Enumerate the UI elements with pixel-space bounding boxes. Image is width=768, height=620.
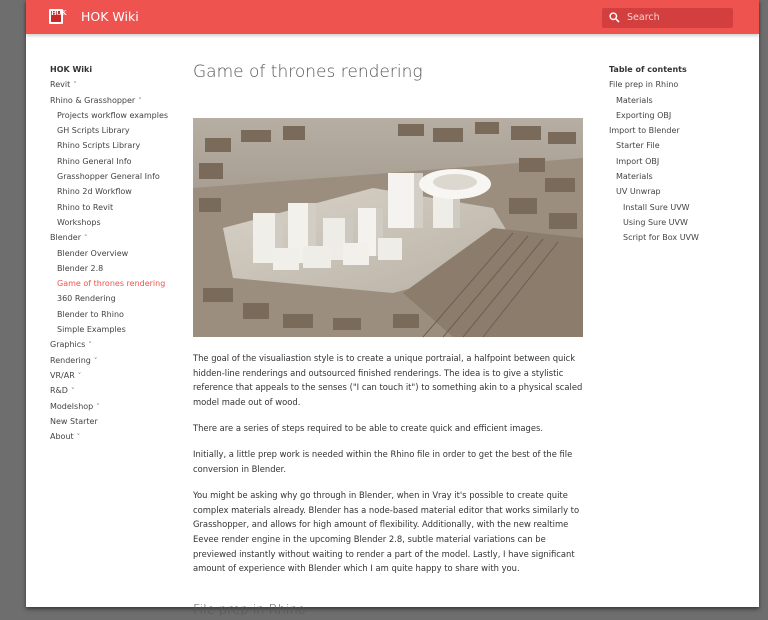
nav-item-360-rendering[interactable]: 360 Rendering: [57, 294, 116, 304]
chevron-down-icon: ˅: [76, 433, 81, 442]
nav-item-vr-ar[interactable]: [50, 368, 190, 383]
nav-item-blender-overview[interactable]: Blender Overview: [57, 248, 129, 258]
nav-label: Modelshop: [50, 401, 94, 411]
nav-label: Rendering: [50, 355, 91, 365]
hok-logo[interactable]: [49, 9, 67, 24]
nav-item-workshops[interactable]: Workshops: [57, 217, 101, 227]
search-placeholder: Search: [627, 12, 660, 23]
search-icon: [609, 12, 620, 23]
toc-item-script-for-box-uvw[interactable]: Script for Box UVW: [623, 233, 699, 243]
sidebar-heading[interactable]: HOK Wiki: [50, 65, 93, 74]
paragraph: Initially, a little prep work is needed within the Rhino file in order to get the best of the file conversion in Blender.: [193, 448, 573, 474]
toc-item-uv-unwrap[interactable]: UV Unwrap: [616, 187, 661, 197]
nav-item-rendering[interactable]: [50, 353, 190, 368]
nav-label: Rhino & Grasshopper: [50, 95, 136, 105]
nav-label: R&D: [50, 386, 68, 396]
nav-item-blender-to-rhino[interactable]: Blender to Rhino: [57, 309, 124, 319]
nav-item-blender-2-8[interactable]: Blender 2.8: [57, 263, 104, 273]
chevron-up-icon: ˄: [138, 96, 142, 105]
nav-item-rhino-to-revit[interactable]: Rhino to Revit: [57, 202, 114, 212]
nav-item-modelshop[interactable]: [50, 399, 190, 414]
stadium-inner: [433, 174, 477, 190]
nav-item-about[interactable]: [50, 429, 190, 444]
site-title[interactable]: HOK Wiki: [81, 9, 139, 24]
toc-item-materials-blender[interactable]: Materials: [616, 172, 653, 182]
nav-item-graphics[interactable]: [50, 337, 190, 352]
chevron-down-icon: ˅: [77, 371, 82, 380]
nav-label: Blender: [50, 233, 81, 243]
toc-item-exporting-obj[interactable]: Exporting OBJ: [616, 110, 672, 120]
nav-label: VR/AR: [50, 370, 75, 380]
nav-item-rhino-grasshopper[interactable]: [50, 93, 190, 108]
nav-item-projects-workflow-examples[interactable]: Projects workflow examples: [57, 110, 169, 120]
chevron-down-icon: ˅: [88, 341, 92, 350]
nav-item-r-and-d[interactable]: [50, 383, 190, 398]
nav-item-rhino-2d-workflow[interactable]: Rhino 2d Workflow: [57, 187, 132, 197]
section-heading: File prep in Rhino: [193, 602, 306, 618]
chevron-down-icon: ˅: [96, 402, 100, 411]
sidebar-nav: [50, 62, 190, 444]
nav-item-simple-examples[interactable]: Simple Examples: [57, 325, 126, 335]
nav-item-blender[interactable]: [50, 230, 190, 245]
chevron-down-icon: ˅: [93, 356, 98, 365]
toc-heading: Table of contents: [609, 65, 687, 74]
nav-item-revit[interactable]: [50, 77, 190, 92]
toc-item-install-sure-uvw[interactable]: Install Sure UVW: [623, 202, 690, 212]
toc-item-import-to-blender[interactable]: Import to Blender: [609, 126, 680, 136]
city-model-render-image: [193, 118, 583, 337]
nav-label: Revit: [50, 80, 71, 90]
nav-item-rhino-scripts-library[interactable]: Rhino Scripts Library: [57, 141, 141, 151]
page-title: Game of thrones rendering: [193, 62, 423, 82]
toc-item-materials[interactable]: Materials: [616, 95, 653, 105]
nav-item-grasshopper-general-info[interactable]: Grasshopper General Info: [57, 172, 160, 182]
nav-item-rhino-general-info[interactable]: Rhino General Info: [57, 156, 132, 166]
browser-page: [26, 0, 759, 618]
search-box[interactable]: [602, 8, 733, 28]
nav-label: About: [50, 432, 74, 442]
logo-text: HOK: [51, 10, 67, 17]
paragraph: You might be asking why go through in Blender, when in Vray it's possible to create quite complex materials already. Blender has a node-based material editor that works similarly to Grasshopper, and allows for high amount of flexibility. Additionally, with the new realtime Eevee render engine in the upcoming Blender 2.8, subtle material variations can be previewed instantly without waiting to render a part of the model. Lastly, I have significant amount of experience with Blender which I am quite happy to share with you.: [193, 490, 580, 574]
chevron-up-icon: ˄: [84, 234, 88, 243]
nav-item-game-of-thrones-rendering[interactable]: Game of thrones rendering: [57, 279, 166, 289]
nav-label: Graphics: [50, 340, 86, 350]
paragraph: The goal of the visualiastion style is to create a unique portraial, a halfpoint between quick hidden-line renderings and outsourced finished renderings. The idea is to give a stylistic reference that appeals to the senses ("I can touch it") to something akin to a physical scaled model made out of wood.: [193, 353, 583, 407]
chevron-down-icon: ˅: [70, 387, 75, 396]
top-app-bar: [26, 0, 759, 34]
table-of-contents: [609, 62, 749, 246]
chevron-down-icon: ˅: [73, 81, 77, 90]
toc-item-starter-file[interactable]: Starter File: [616, 141, 660, 151]
toc-item-import-obj[interactable]: Import OBJ: [616, 156, 660, 166]
toc-item-file-prep-in-rhino[interactable]: File prep in Rhino: [609, 80, 679, 90]
nav-item-gh-scripts-library[interactable]: GH Scripts Library: [57, 126, 130, 136]
paragraph: There are a series of steps required to be able to create quick and efficient images.: [193, 423, 544, 434]
nav-item-new-starter[interactable]: New Starter: [50, 416, 98, 426]
article: [193, 60, 589, 620]
toc-item-using-sure-uvw[interactable]: Using Sure UVW: [623, 217, 688, 227]
